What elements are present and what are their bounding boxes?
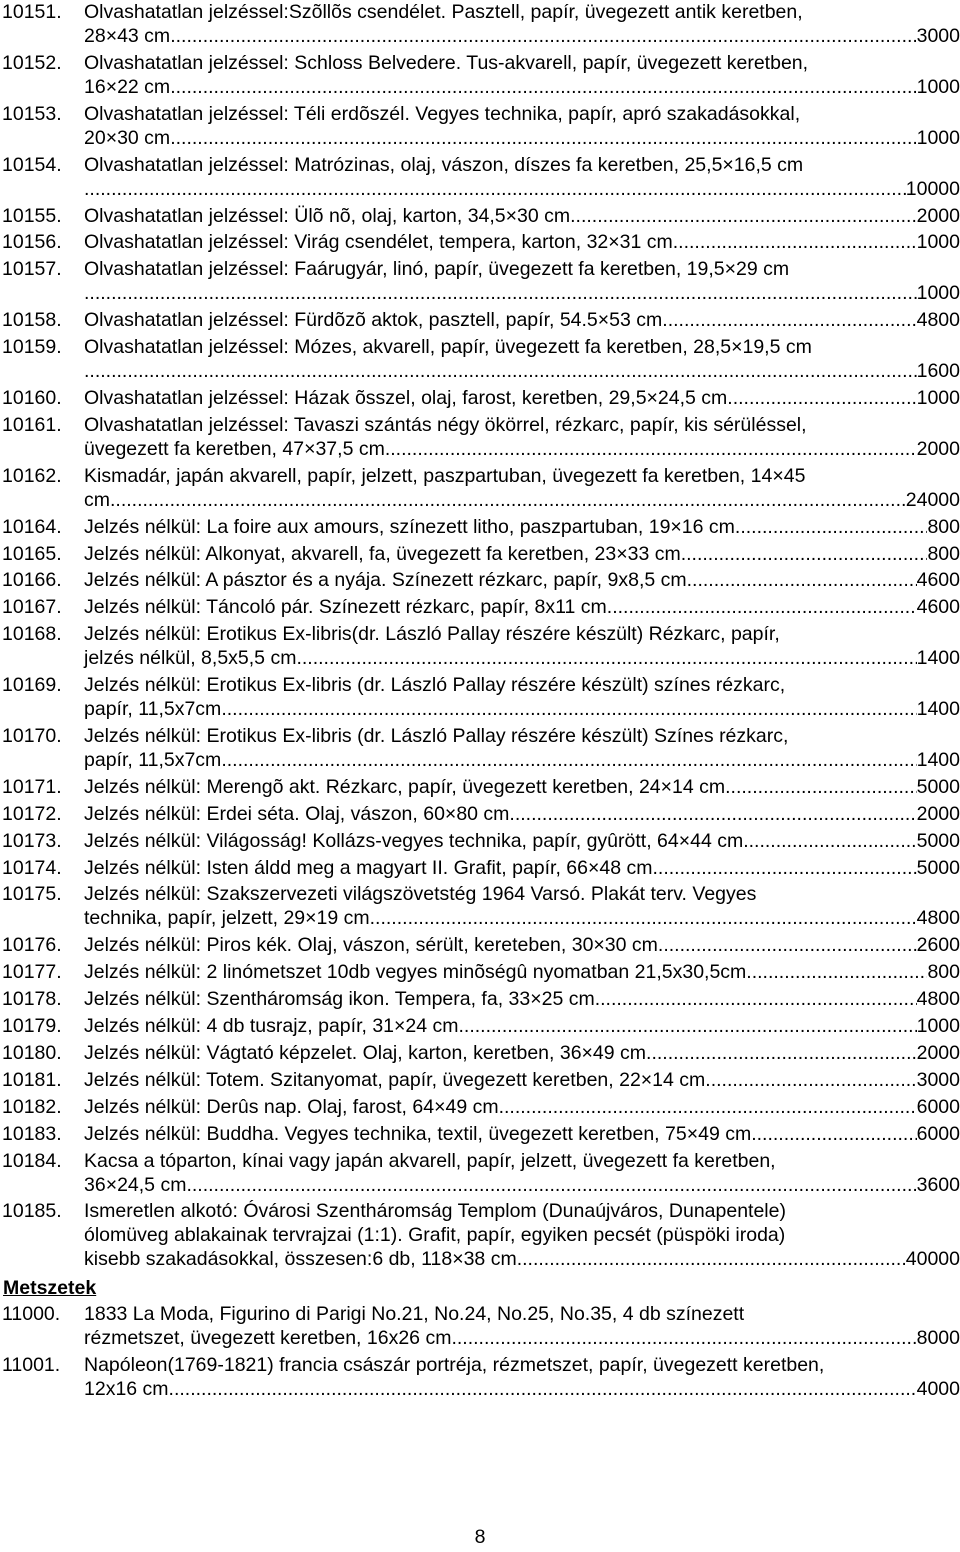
lot-number: 10175. bbox=[2, 883, 62, 906]
lot-description-last-line bbox=[84, 748, 960, 772]
catalog-entry bbox=[0, 1014, 960, 1038]
lot-price: 6000 bbox=[916, 1095, 960, 1118]
lot-description-last-line bbox=[84, 1377, 960, 1401]
lot-price: 8000 bbox=[916, 1327, 960, 1350]
dot-leader bbox=[170, 24, 916, 48]
lot-description-line: kisebb szakadásokkal, összesen:6 db, 118×38 cm bbox=[84, 1248, 517, 1271]
dot-leader bbox=[517, 1247, 906, 1271]
dot-leader bbox=[681, 542, 928, 566]
lot-description-line: cm bbox=[84, 488, 110, 511]
catalog-entry bbox=[0, 204, 960, 228]
catalog-entry bbox=[0, 1122, 960, 1146]
lot-description-line: Jelzés nélkül: 2 linómetszet 10db vegyes minõségû nyomatban 21,5x30,5cm bbox=[84, 961, 747, 984]
lot-description-last-line bbox=[84, 308, 960, 332]
dot-leader bbox=[499, 1095, 917, 1119]
dot-leader bbox=[746, 960, 927, 984]
lot-price: 1400 bbox=[916, 647, 960, 670]
lot-number: 10153. bbox=[2, 102, 62, 125]
lot-number: 10154. bbox=[2, 153, 62, 176]
catalog-entry bbox=[0, 464, 960, 512]
lot-description-line: 12x16 cm bbox=[84, 1378, 169, 1401]
lot-description-line: Jelzés nélkül: La foire aux amours, színezett litho, paszpartuban, 19×16 cm bbox=[84, 515, 735, 538]
lot-number: 10174. bbox=[2, 856, 62, 879]
catalog-entry bbox=[0, 595, 960, 619]
lot-description-line: Olvashatatlan jelzéssel: Faárugyár, linó, papír, üvegezett fa keretben, 19,5×29 cm bbox=[84, 258, 790, 281]
lot-number: 10178. bbox=[2, 988, 62, 1011]
lot-price: 40000 bbox=[905, 1248, 960, 1271]
lot-description-line: Jelzés nélkül: Buddha. Vegyes technika, textil, üvegezett keretben, 75×49 cm bbox=[84, 1122, 752, 1145]
lot-description-line: 36×24,5 cm bbox=[84, 1173, 187, 1196]
catalog-entry bbox=[0, 542, 960, 566]
dot-leader bbox=[743, 829, 916, 853]
catalog-entry bbox=[0, 1041, 960, 1065]
lot-description-line: Jelzés nélkül: A pásztor és a nyája. Színezett rézkarc, papír, 9x8,5 cm bbox=[84, 569, 687, 592]
dot-leader bbox=[570, 204, 916, 228]
lot-number: 10159. bbox=[2, 336, 62, 359]
lot-description-last-line bbox=[84, 281, 960, 305]
lot-description-line: Jelzés nélkül: Derûs nap. Olaj, farost, 64×49 cm bbox=[84, 1095, 499, 1118]
page-number: 8 bbox=[474, 1526, 486, 1548]
catalog-entry bbox=[0, 802, 960, 826]
catalog-entry bbox=[0, 933, 960, 957]
lot-price: 800 bbox=[927, 961, 960, 984]
lot-description-last-line bbox=[84, 568, 960, 592]
lot-description-last-line bbox=[84, 1041, 960, 1065]
lot-description-line: papír, 11,5x7cm bbox=[84, 749, 222, 772]
lot-description-line: Olvashatatlan jelzéssel: Matrózinas, olaj, vászon, díszes fa keretben, 25,5×16,5 cm bbox=[84, 153, 804, 176]
lot-description-line: Jelzés nélkül: Táncoló pár. Színezett rézkarc, papír, 8x11 cm bbox=[84, 596, 607, 619]
lot-description-last-line bbox=[84, 960, 960, 984]
dot-leader bbox=[662, 308, 916, 332]
lot-description-last-line bbox=[84, 542, 960, 566]
lot-price: 24000 bbox=[905, 488, 960, 511]
lot-price: 1600 bbox=[916, 360, 960, 383]
dot-leader bbox=[370, 906, 917, 930]
lot-description-last-line bbox=[84, 1326, 960, 1350]
lot-description-line: Olvashatatlan jelzéssel:Szõllõs csendélet. Pasztell, papír, üvegezett antik keretben, bbox=[84, 1, 803, 23]
dot-leader bbox=[84, 281, 917, 305]
dot-leader bbox=[509, 802, 916, 826]
lot-description-line: Olvashatatlan jelzéssel: Schloss Belvedere. Tus-akvarell, papír, üvegezett keretben, bbox=[84, 51, 809, 74]
lot-price: 6000 bbox=[916, 1122, 960, 1145]
lot-description-line: Jelzés nélkül: Piros kék. Olaj, vászon, sérült, kereteben, 30×30 cm bbox=[84, 934, 658, 957]
lot-description-line: Jelzés nélkül: Erotikus Ex-libris (dr. László Pallay részére készült) Színes rézkarc, bbox=[84, 725, 789, 748]
catalog-entry bbox=[0, 257, 960, 305]
dot-leader bbox=[705, 1068, 916, 1092]
catalog-entry bbox=[0, 987, 960, 1011]
lot-description-last-line bbox=[84, 595, 960, 619]
dot-leader bbox=[385, 437, 917, 461]
lot-number: 10171. bbox=[2, 775, 62, 798]
lot-description-last-line bbox=[84, 1014, 960, 1038]
lot-price: 2000 bbox=[916, 1041, 960, 1064]
lot-number: 10167. bbox=[2, 596, 62, 619]
catalog-entry bbox=[0, 960, 960, 984]
lot-number: 10173. bbox=[2, 829, 62, 852]
lot-description-last-line bbox=[84, 386, 960, 410]
lot-price: 10000 bbox=[905, 177, 960, 200]
lot-price: 1000 bbox=[916, 231, 960, 254]
catalog-entry bbox=[0, 230, 960, 254]
lot-number: 10176. bbox=[2, 934, 62, 957]
lot-description-line: Jelzés nélkül: Totem. Szitanyomat, papír, üvegezett keretben, 22×14 cm bbox=[84, 1068, 706, 1091]
lot-description-last-line bbox=[84, 24, 960, 48]
catalog-entry bbox=[0, 724, 960, 772]
lot-description-line: Jelzés nélkül: Merengõ akt. Rézkarc, papír, üvegezett keretben, 24×14 cm bbox=[84, 775, 726, 798]
lot-description-last-line bbox=[84, 359, 960, 383]
catalog-entry bbox=[0, 1302, 960, 1350]
lot-price: 5000 bbox=[916, 856, 960, 879]
dot-leader bbox=[595, 987, 917, 1011]
lot-description-last-line bbox=[84, 802, 960, 826]
lot-description-line: Olvashatatlan jelzéssel: Tavaszi szántás négy ökörrel, rézkarc, papír, kis sérüléssel, bbox=[84, 413, 807, 436]
lot-number: 10180. bbox=[2, 1041, 62, 1064]
catalog-entry bbox=[0, 568, 960, 592]
lot-description-line: Jelzés nélkül: 4 db tusrajz, papír, 31×24 cm bbox=[84, 1015, 459, 1038]
lot-description-line: 28×43 cm bbox=[84, 25, 171, 47]
lot-description-line: Olvashatatlan jelzéssel: Virág csendélet, tempera, karton, 32×31 cm bbox=[84, 231, 673, 254]
lot-number: 10169. bbox=[2, 674, 62, 697]
lot-number: 10172. bbox=[2, 802, 62, 825]
lot-description-line: Jelzés nélkül: Szentháromság ikon. Tempera, fa, 33×25 cm bbox=[84, 988, 595, 1011]
dot-leader bbox=[725, 775, 916, 799]
lot-price: 1000 bbox=[916, 282, 960, 305]
lot-description-line: Jelzés nélkül: Erotikus Ex-libris(dr. László Pallay részére készült) Rézkarc, papír, bbox=[84, 623, 780, 646]
lot-number: 10158. bbox=[2, 309, 62, 332]
lot-number: 11000. bbox=[2, 1303, 61, 1326]
lot-price: 800 bbox=[927, 542, 960, 565]
dot-leader bbox=[170, 126, 916, 150]
lot-price: 5000 bbox=[916, 829, 960, 852]
lot-price: 2000 bbox=[916, 437, 960, 460]
catalog-entry bbox=[0, 51, 960, 99]
lot-description-line: Olvashatatlan jelzéssel: Fürdõzõ aktok, pasztell, papír, 54.5×53 cm bbox=[84, 309, 663, 332]
dot-leader bbox=[221, 697, 916, 721]
lot-price: 800 bbox=[927, 515, 960, 538]
lot-description-last-line bbox=[84, 1122, 960, 1146]
lot-number: 10161. bbox=[2, 413, 62, 436]
catalog-entry bbox=[0, 829, 960, 853]
lot-description-line: üvegezett fa keretben, 47×37,5 cm bbox=[84, 437, 385, 460]
lot-number: 10155. bbox=[2, 204, 62, 227]
lot-description-line: Jelzés nélkül: Erdei séta. Olaj, vászon, 60×80 cm bbox=[84, 802, 510, 825]
dot-leader bbox=[607, 595, 917, 619]
lot-number: 10170. bbox=[2, 725, 62, 748]
lot-price: 3000 bbox=[916, 25, 960, 47]
lot-description-line: Kismadár, japán akvarell, papír, jelzett, paszpartuban, üvegezett fa keretben, 14×45 bbox=[84, 464, 806, 487]
section-heading-text: Metszetek bbox=[3, 1277, 97, 1300]
lot-description-line: Jelzés nélkül: Isten áldd meg a magyart II. Grafit, papír, 66×48 cm bbox=[84, 856, 653, 879]
lot-description-last-line bbox=[84, 987, 960, 1011]
dot-leader bbox=[84, 359, 917, 383]
lot-description-line: papír, 11,5x7cm bbox=[84, 698, 222, 721]
dot-leader bbox=[727, 386, 916, 410]
lot-description-line: Jelzés nélkül: Szakszervezeti világszövetstég 1964 Varsó. Plakát terv. Vegyes bbox=[84, 883, 757, 906]
lot-price: 2000 bbox=[916, 802, 960, 825]
lot-price: 4000 bbox=[916, 1378, 960, 1401]
lot-number: 10152. bbox=[2, 51, 62, 74]
catalog-entry bbox=[0, 308, 960, 332]
lot-description-last-line bbox=[84, 488, 960, 512]
dot-leader bbox=[687, 568, 917, 592]
lot-description-last-line bbox=[84, 75, 960, 99]
catalog-entry bbox=[0, 775, 960, 799]
lot-number: 10182. bbox=[2, 1095, 62, 1118]
lot-description-line: 20×30 cm bbox=[84, 126, 171, 149]
lot-description-line: Olvashatatlan jelzéssel: Házak õsszel, olaj, farost, keretben, 29,5×24,5 cm bbox=[84, 387, 728, 410]
lot-number: 10157. bbox=[2, 258, 62, 281]
lot-number: 10168. bbox=[2, 623, 62, 646]
dot-leader bbox=[653, 856, 917, 880]
catalog-entry bbox=[0, 413, 960, 461]
lot-description-last-line bbox=[84, 1095, 960, 1119]
lot-number: 10162. bbox=[2, 464, 62, 487]
lot-price: 1000 bbox=[916, 126, 960, 149]
catalog-entry bbox=[0, 673, 960, 721]
lot-number: 10165. bbox=[2, 542, 62, 565]
dot-leader bbox=[673, 230, 917, 254]
lot-description-last-line bbox=[84, 230, 960, 254]
lot-price: 1400 bbox=[916, 698, 960, 721]
catalog-entry bbox=[0, 1199, 960, 1271]
lot-number: 10183. bbox=[2, 1122, 62, 1145]
lot-number: 10160. bbox=[2, 387, 62, 410]
lot-description-last-line bbox=[84, 646, 960, 670]
lot-description-last-line bbox=[84, 856, 960, 880]
lot-description-last-line bbox=[84, 177, 960, 201]
lot-price: 4600 bbox=[916, 569, 960, 592]
lot-description-last-line bbox=[84, 1068, 960, 1092]
lot-price: 4800 bbox=[916, 907, 960, 930]
lot-number: 11001. bbox=[2, 1354, 61, 1377]
dot-leader bbox=[646, 1041, 917, 1065]
lot-number: 10179. bbox=[2, 1015, 62, 1038]
lot-price: 4800 bbox=[916, 309, 960, 332]
lot-description-last-line bbox=[84, 126, 960, 150]
dot-leader bbox=[170, 75, 916, 99]
lot-description-last-line bbox=[84, 829, 960, 853]
catalog-entry bbox=[0, 882, 960, 930]
lot-price: 2000 bbox=[916, 204, 960, 227]
lot-price: 2600 bbox=[916, 934, 960, 957]
dot-leader bbox=[658, 933, 917, 957]
lot-number: 10156. bbox=[2, 231, 62, 254]
lot-description-line: Jelzés nélkül: Erotikus Ex-libris (dr. László Pallay részére készült) színes rézkarc, bbox=[84, 674, 786, 697]
lot-description-line: Jelzés nélkül: Vágtató képzelet. Olaj, karton, keretben, 36×49 cm bbox=[84, 1041, 647, 1064]
lot-description-line: Napóleon(1769-1821) francia császár portréja, rézmetszet, papír, üvegezett keretben, bbox=[84, 1354, 825, 1377]
dot-leader bbox=[84, 177, 906, 201]
dot-leader bbox=[221, 748, 916, 772]
lot-number: 10151. bbox=[2, 1, 62, 23]
catalog-entry bbox=[0, 0, 960, 48]
catalog-entry bbox=[0, 153, 960, 201]
lot-description-line: Jelzés nélkül: Világosság! Kollázs-vegyes technika, papír, gyûrött, 64×44 cm bbox=[84, 829, 744, 852]
lot-description-line: 1833 La Moda, Figurino di Parigi No.21, No.24, No.25, No.35, 4 db színezett bbox=[84, 1303, 745, 1326]
lot-description-line: Kacsa a tóparton, kínai vagy japán akvarell, papír, jelzett, üvegezett fa keretben, bbox=[84, 1149, 776, 1172]
lot-price: 3000 bbox=[916, 1068, 960, 1091]
catalog-entry bbox=[0, 335, 960, 383]
dot-leader bbox=[451, 1326, 916, 1350]
lot-description-last-line bbox=[84, 933, 960, 957]
catalog-entry bbox=[0, 1353, 960, 1401]
lot-description-line: rézmetszet, üvegezett keretben, 16x26 cm bbox=[84, 1327, 452, 1350]
lot-description-line: Olvashatatlan jelzéssel: Téli erdõszél. Vegyes technika, papír, apró szakadásokkal, bbox=[84, 102, 801, 125]
lot-description-line: Olvashatatlan jelzéssel: Ülõ nõ, olaj, karton, 34,5×30 cm bbox=[84, 204, 571, 227]
dot-leader bbox=[169, 1377, 917, 1401]
lot-price: 1000 bbox=[916, 75, 960, 98]
catalog-entry bbox=[0, 515, 960, 539]
lot-number: 10185. bbox=[2, 1200, 62, 1223]
dot-leader bbox=[735, 515, 928, 539]
lot-price: 5000 bbox=[916, 775, 960, 798]
dot-leader bbox=[296, 646, 916, 670]
lot-description-last-line bbox=[84, 906, 960, 930]
lot-description-last-line bbox=[84, 775, 960, 799]
catalog-entry bbox=[0, 1095, 960, 1119]
lot-price: 3600 bbox=[916, 1173, 960, 1196]
dot-leader bbox=[186, 1173, 916, 1197]
catalog-entry bbox=[0, 622, 960, 670]
lot-price: 1000 bbox=[916, 1015, 960, 1038]
lot-price: 4800 bbox=[916, 988, 960, 1011]
lot-description-last-line bbox=[84, 437, 960, 461]
lot-description-line: technika, papír, jelzett, 29×19 cm bbox=[84, 907, 370, 930]
catalog-entry bbox=[0, 1149, 960, 1197]
lot-number: 10177. bbox=[2, 961, 62, 984]
lot-description-last-line bbox=[84, 204, 960, 228]
lot-description-last-line bbox=[84, 1173, 960, 1197]
lot-number: 10166. bbox=[2, 569, 62, 592]
dot-leader bbox=[110, 488, 906, 512]
lot-description-line: Jelzés nélkül: Alkonyat, akvarell, fa, üvegezett fa keretben, 23×33 cm bbox=[84, 542, 681, 565]
lot-description-line: jelzés nélkül, 8,5x5,5 cm bbox=[84, 647, 297, 670]
lot-description-last-line bbox=[84, 1247, 960, 1271]
catalog-entry bbox=[0, 386, 960, 410]
lot-price: 1000 bbox=[916, 387, 960, 410]
lot-price: 4600 bbox=[916, 596, 960, 619]
section-heading bbox=[0, 1276, 960, 1300]
dot-leader bbox=[459, 1014, 917, 1038]
lot-description-last-line bbox=[84, 515, 960, 539]
lot-number: 10181. bbox=[2, 1068, 62, 1091]
lot-price: 1400 bbox=[916, 749, 960, 772]
lot-description-line: Ismeretlen alkotó: Óvárosi Szentháromság Templom (Dunaújváros, Dunapentele) bbox=[84, 1200, 786, 1223]
lot-description-line: ólomüveg ablakainak tervrajzai (1:1). Grafit, papír, egyiken pecsét (püspöki iroda) bbox=[84, 1224, 786, 1247]
lot-number: 10184. bbox=[2, 1149, 62, 1172]
lot-number: 10164. bbox=[2, 515, 62, 538]
catalog-entry bbox=[0, 102, 960, 150]
catalog-entry bbox=[0, 856, 960, 880]
catalog-entry bbox=[0, 1068, 960, 1092]
dot-leader bbox=[751, 1122, 916, 1146]
lot-description-line: 16×22 cm bbox=[84, 75, 171, 98]
lot-description-last-line bbox=[84, 697, 960, 721]
lot-description-line: Olvashatatlan jelzéssel: Mózes, akvarell, papír, üvegezett fa keretben, 28,5×19,5 cm bbox=[84, 336, 812, 359]
